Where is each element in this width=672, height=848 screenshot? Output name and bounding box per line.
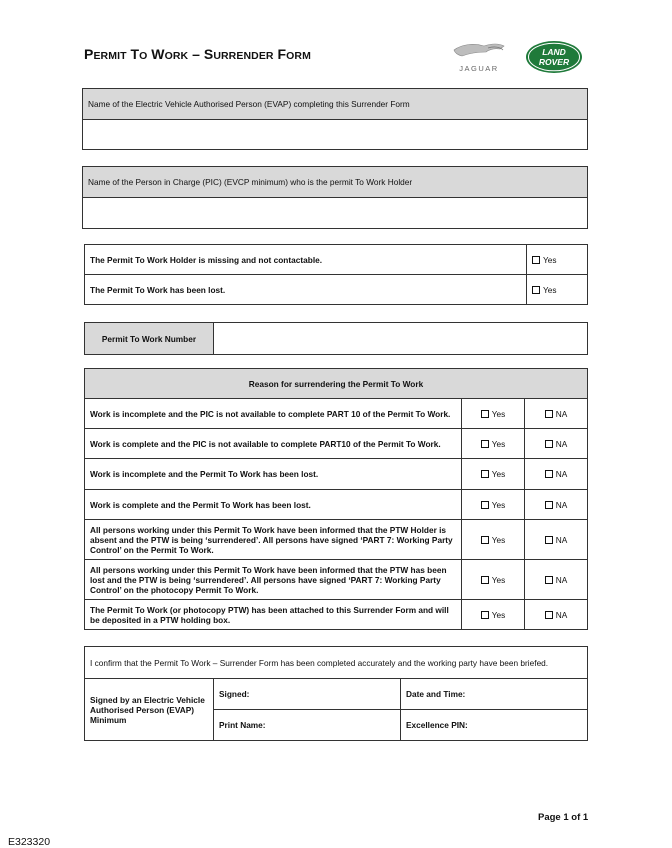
date-time-field[interactable]: Date and Time: — [401, 679, 588, 710]
permit-number-field[interactable] — [214, 323, 588, 355]
checkbox-icon[interactable] — [545, 611, 553, 619]
yes-checkbox[interactable]: Yes — [462, 490, 525, 520]
reason-text: All persons working under this Permit To Work have been informed that the PTW Holder is absent and the PTW is being ‘surrendered’. All persons have signed ‘PART 7: Working Party Control’ on the Permit To Work. — [85, 520, 462, 560]
yes-checkbox[interactable]: Yes — [462, 520, 525, 560]
na-checkbox[interactable]: NA — [525, 399, 588, 429]
evap-name-table — [82, 88, 588, 150]
na-checkbox[interactable]: NA — [525, 459, 588, 490]
permit-number-table — [84, 322, 588, 355]
reason-text: Work is incomplete and the PIC is not available to complete PART 10 of the Permit To Work. — [85, 399, 462, 429]
page-number: Page 1 of 1 — [538, 812, 589, 823]
status-row — [85, 275, 588, 305]
excellence-pin-field[interactable]: Excellence PIN: — [401, 710, 588, 741]
confirmation-statement: I confirm that the Permit To Work – Surrender Form has been completed accurately and the working party have been briefed. — [85, 647, 588, 679]
na-checkbox[interactable]: NA — [525, 560, 588, 600]
svg-text:ROVER: ROVER — [538, 57, 570, 67]
checkbox-icon[interactable] — [545, 501, 553, 509]
checkbox-icon[interactable] — [481, 501, 489, 509]
print-name-field[interactable]: Print Name: — [214, 710, 401, 741]
reason-row — [85, 459, 588, 490]
checkbox-icon[interactable] — [481, 470, 489, 478]
checkbox-icon[interactable] — [545, 536, 553, 544]
signed-by-label: Signed by an Electric Vehicle Authorised Person (EVAP) Minimum — [85, 679, 214, 741]
checkbox-icon[interactable] — [545, 470, 553, 478]
status-table — [84, 244, 588, 305]
reason-text: Work is complete and the Permit To Work has been lost. — [85, 490, 462, 520]
reason-text: The Permit To Work (or photocopy PTW) has been attached to this Surrender Form and will be deposited in a PTW holding box. — [85, 600, 462, 630]
yes-checkbox[interactable]: Yes — [462, 399, 525, 429]
reason-row — [85, 560, 588, 600]
checkbox-icon[interactable] — [481, 576, 489, 584]
yes-checkbox[interactable]: Yes — [462, 459, 525, 490]
reason-row — [85, 600, 588, 630]
signed-field[interactable]: Signed: — [214, 679, 401, 710]
reasons-table — [84, 368, 588, 630]
permit-number-label: Permit To Work Number — [85, 323, 214, 355]
status-row — [85, 245, 588, 275]
reason-row — [85, 520, 588, 560]
reasons-header: Reason for surrendering the Permit To Work — [85, 369, 588, 399]
confirmation-table — [84, 646, 588, 741]
na-checkbox[interactable]: NA — [525, 429, 588, 459]
status-text: The Permit To Work has been lost. — [85, 275, 527, 305]
svg-text:LAND: LAND — [542, 47, 566, 57]
figure-id: E323320 — [8, 836, 51, 848]
status-text: The Permit To Work Holder is missing and not contactable. — [85, 245, 527, 275]
pic-name-table — [82, 166, 588, 229]
jaguar-logo — [448, 40, 510, 74]
na-checkbox[interactable]: NA — [525, 600, 588, 630]
svg-text:JAGUAR: JAGUAR — [459, 64, 499, 73]
checkbox-icon[interactable] — [481, 440, 489, 448]
yes-checkbox[interactable]: Yes — [462, 560, 525, 600]
yes-checkbox[interactable]: Yes — [462, 429, 525, 459]
evap-name-field[interactable] — [83, 120, 588, 150]
checkbox-icon[interactable] — [545, 410, 553, 418]
reason-text: All persons working under this Permit To Work have been informed that the PTW has been lost and the PTW is being ‘surrendered’. All persons have signed ‘PART 7: Working Party Control’ on the photocopy Permit To Work. — [85, 560, 462, 600]
status-checkbox[interactable]: Yes — [527, 245, 588, 275]
checkbox-icon[interactable] — [532, 286, 540, 294]
checkbox-icon[interactable] — [545, 576, 553, 584]
checkbox-icon[interactable] — [481, 410, 489, 418]
status-checkbox[interactable]: Yes — [527, 275, 588, 305]
checkbox-icon[interactable] — [481, 611, 489, 619]
reason-text: Work is complete and the PIC is not available to complete PART10 of the Permit To Work. — [85, 429, 462, 459]
reason-row — [85, 399, 588, 429]
yes-checkbox[interactable]: Yes — [462, 600, 525, 630]
checkbox-icon[interactable] — [545, 440, 553, 448]
checkbox-icon[interactable] — [481, 536, 489, 544]
na-checkbox[interactable]: NA — [525, 490, 588, 520]
pic-name-field[interactable] — [83, 198, 588, 229]
reason-row — [85, 490, 588, 520]
na-checkbox[interactable]: NA — [525, 520, 588, 560]
reason-text: Work is incomplete and the Permit To Work has been lost. — [85, 459, 462, 490]
land-rover-logo — [525, 40, 583, 74]
evap-name-label: Name of the Electric Vehicle Authorised Person (EVAP) completing this Surrender Form — [83, 89, 588, 120]
checkbox-icon[interactable] — [532, 256, 540, 264]
pic-name-label: Name of the Person in Charge (PIC) (EVCP minimum) who is the permit To Work Holder — [83, 167, 588, 198]
form-title: PERMIT TO WORK – SURRENDER FORM — [84, 46, 311, 62]
reason-row — [85, 429, 588, 459]
